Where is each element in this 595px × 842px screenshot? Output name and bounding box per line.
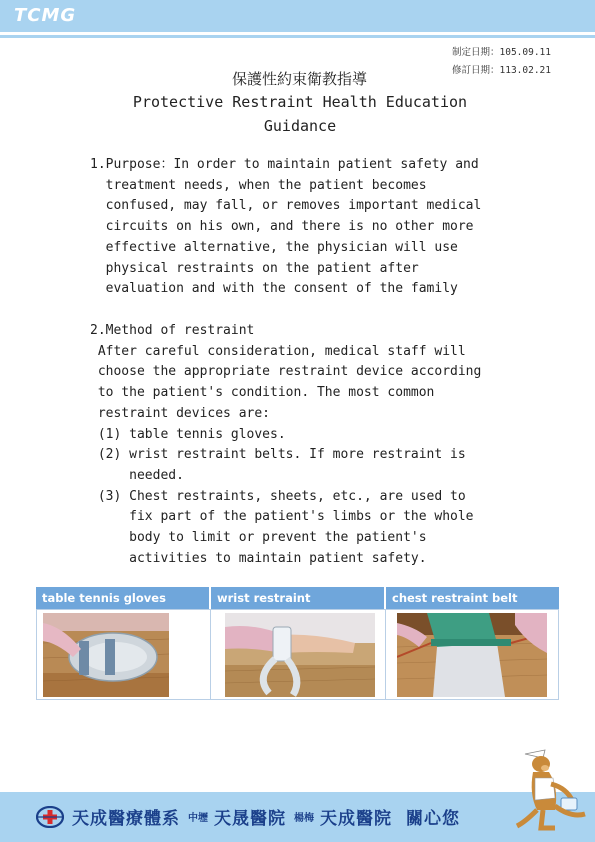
method-line: (1) table tennis gloves. — [90, 426, 286, 442]
purpose-section — [90, 155, 481, 300]
purpose-line: effective alternative, the physician will use — [90, 239, 458, 255]
method-line: body to limit or prevent the patient's — [90, 530, 427, 546]
photo-cell-gloves — [37, 610, 211, 699]
title-chinese: 保護性約束衛教指導 — [231, 70, 367, 88]
footer-location-2: 楊梅 — [294, 813, 314, 824]
chest-restraint-belt-photo — [397, 613, 547, 697]
method-line: to the patient's condition. The most common — [90, 385, 435, 401]
method-line: (3) Chest restraints, sheets, etc., are used to — [90, 488, 466, 504]
method-line: fix part of the patient's limbs or the whole — [90, 509, 474, 525]
restraint-devices-table — [36, 587, 559, 700]
header-chest-restraint-belt: chest restraint belt — [392, 591, 518, 605]
method-line: choose the appropriate restraint device according — [90, 364, 482, 380]
method-section — [90, 321, 481, 569]
title-english — [120, 90, 480, 138]
revised-date: 修訂日期：113.02.21 — [452, 65, 551, 76]
devices-photo-row — [36, 609, 559, 700]
title-english-line2: Guidance — [263, 117, 337, 135]
header-wrist-restraint: wrist restraint — [211, 587, 386, 609]
purpose-line: evaluation and with the consent of the family — [90, 281, 458, 297]
purpose-line: circuits on his own, and there is no other more — [90, 219, 474, 235]
footer-system-name: 天成醫療體系 — [72, 809, 180, 829]
purpose-line: treatment needs, when the patient becomes — [90, 177, 427, 193]
hospital-cross-logo-icon — [36, 806, 64, 828]
footer-slogan: 關心您 — [406, 809, 460, 829]
purpose-line: 1.Purpose：In order to maintain patient safety and — [90, 157, 479, 172]
brand-logo-text: TCMG — [14, 5, 77, 26]
table-tennis-gloves-photo — [43, 613, 169, 697]
footer-hospital-1: 天晟醫院 — [214, 809, 286, 829]
kangaroo-nurse-mascot-icon — [515, 748, 587, 832]
method-line: (2) wrist restraint belts. If more restraint is — [90, 447, 466, 463]
purpose-line: confused, may fall, or removes important medical — [90, 198, 482, 214]
photo-cell-wrist — [211, 610, 385, 699]
established-date: 制定日期：105.09.11 — [452, 47, 551, 58]
wrist-restraint-photo — [225, 613, 375, 697]
top-header-band — [0, 0, 595, 32]
method-line: activities to maintain patient safety. — [90, 550, 427, 566]
title-english-line1: Protective Restraint Health Education — [132, 93, 468, 111]
method-line: restraint devices are: — [90, 405, 271, 421]
footer-location-1: 中壢 — [188, 813, 208, 824]
header-table-tennis-gloves: table tennis gloves — [36, 587, 211, 609]
header-rule — [0, 35, 595, 38]
footer-hospital-2: 天成醫院 — [320, 809, 392, 829]
method-line: needed. — [90, 467, 184, 483]
method-line: 2.Method of restraint — [90, 323, 255, 338]
footer-branding — [36, 804, 460, 829]
devices-table-header — [36, 587, 559, 609]
method-line: After careful consideration, medical staff will — [90, 343, 466, 359]
purpose-line: physical restraints on the patient after — [90, 260, 419, 276]
photo-cell-chest — [386, 610, 558, 699]
